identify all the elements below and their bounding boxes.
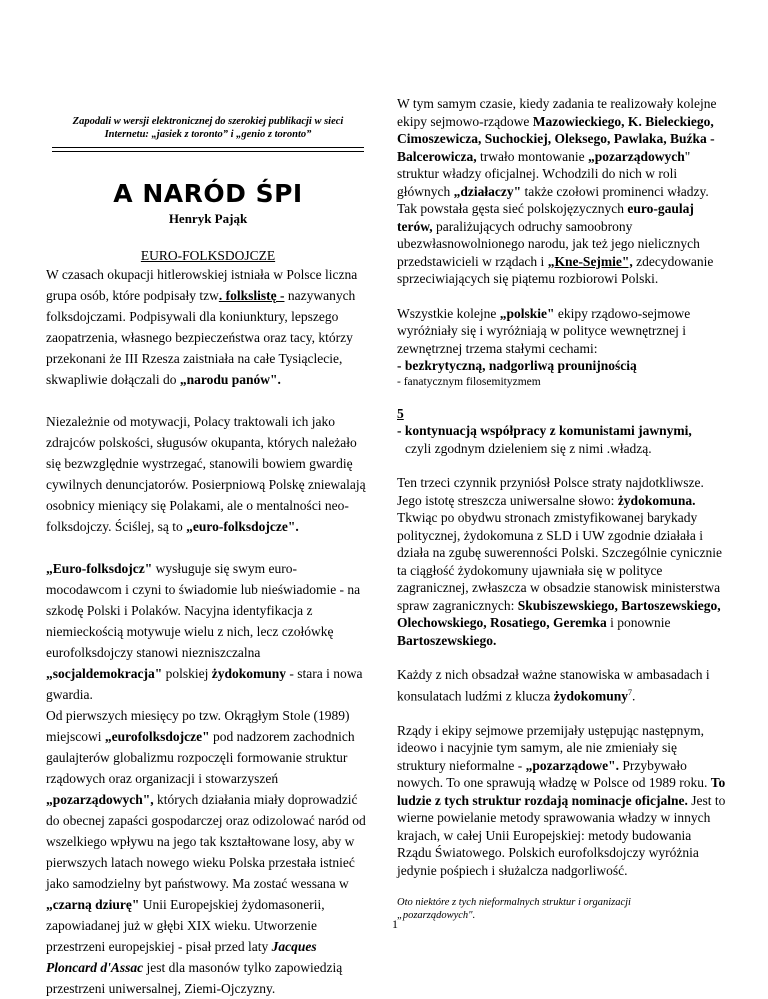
trait-1: - bezkrytyczną, nadgorliwą prounijnością — [397, 358, 637, 373]
trait-2: - fanatycznym filosemityzmem — [397, 375, 541, 388]
closing-note — [397, 896, 727, 922]
right-paragraph-5: Każdy z nich obsadzał ważne stanowiska w ambasadach i konsulatach ludźmi z klucza żydokomuny$^7$. — [397, 667, 710, 703]
closing-note-line-2: „pozarządowych". — [397, 910, 476, 921]
right-paragraph-4: Ten trzeci czynnik przyniósł Polsce straty najdotkliwsze. Jego istotę streszcza uniwersalne słowo: żydokomuna. Tkwiąc po obydwu stronach zmistyfikowanej barykady politycznej, żydokomuna z SLD i UW zgodnie działała i działa na zgubę suwerenności Polski. Szczególnie cynicznie ta ciągłość żydokomuny ujawniała się w polityce zagranicznej, zwłaszcza w obsadzie stanowisk ministerstwa spraw zagranicznych: Skubiszewskiego, Bartoszewskiego, Olechowskiego, Rosatiego, Geremka i ponownie Bartoszewskiego. — [397, 475, 723, 648]
left-paragraph-2: Niezależnie od motywacji, Polacy traktowali ich jako zdrajców polskości, sługusów okupanta, których należało się bezwzględnie wystrzegać, stanowili bowiem gwardię cywilnych denuncjatorów. Posierpniową Polskę zniewalają osobnicy mieniący się Polakami, ale o mentalności neo-folksdojczy. Ściślej, są to „euro-folksdojcze". — [46, 414, 366, 534]
credit-line-2: Internetu: „jasiek z toronto” i „genio z toronto” — [104, 129, 312, 140]
left-paragraph-1: W czasach okupacji hitlerowskiej istniała w Polsce liczna grupa osób, które podpisały tzw. folkslistę - nazywanych folksdojczami. Podpisywali dla koniunktury, lepszego zaopatrzenia, własnego bezpieczeństwa oraz tacy, którzy przekonani że III Rzesza zaistniała na całe Tysiąclecie, skwapliwie dołączali do „narodu panów". — [46, 267, 358, 387]
right-paragraph-6: Rządy i ekipy sejmowe przemijały ustępując następnym, ideowo i nacyjnie tym samym, ale nie zmieniały się struktury nieformalne - „pozarządowe". Przybywało nowych. To one sprawują władzę w Polsce od 1989 roku. To ludzie z tych struktur rozdają nominacje oficjalne. Jest to wierne powielanie metody sprawowania władzy w innych krajach, w całej Unii Europejskiej: metody budowania Rządu Światowego. Polskich eurofolksdojczy wyróżnia jedynie pośpiech i służalcza nadgorliwość. — [397, 722, 726, 878]
trait-3: - kontynuacją współpracy z komunistami jawnymi, — [397, 423, 692, 438]
left-paragraph-4: Od pierwszych miesięcy po tzw. Okrągłym Stole (1989) miejscowi „eurofolksdojcze" pod nadzorem zachodnich gaulajterów globalizmu rozpoczęli formowanie struktur rządowych oraz organizacji i stowarzyszeń „pozarządowych", których działania miały doprowadzić do obecnej zapaści gospodarczej oraz odizolować naród od wszelkiego wpływu na jego tak kształtowane losy, aby w pierwszych latach nowego wieku Polska przestała istnieć jako samodzielny byt państwowy. Ma zostać wessana w „czarną dziurę" Unii Europejskiej żydomasonerii, zapowiadanej już w głębi XIX wieku. Utworzenie przestrzeni europejskiej - pisał przed laty Jacques Ploncard d'Assac jest dla masonów tylko zapowiedzią przestrzeni uniwersalnej, Ziemi-Ojczyzny. — [46, 708, 366, 996]
closing-note-line-1: Oto niektóre z tych nieformalnych struktur i organizacji — [397, 897, 631, 908]
page-title: A NARÓD ŚPI — [113, 179, 303, 208]
right-column — [397, 95, 727, 922]
footnote-ref: 7 — [627, 687, 632, 697]
footnote-marker: 5 — [397, 405, 404, 421]
right-paragraph-1: W tym samym czasie, kiedy zadania te realizowały kolejne ekipy sejmowo-rządowe Mazowieckiego, K. Bieleckiego, Cimoszewicza, Suchockiej, Oleksego, Pawlaka, Buźka - Balcerowicza, trwało montowanie „pozarządowych" struktur władzy oficjalnej. Wchodzili do nich w roli głównych „działaczy" także czołowi prominenci władzy. Tak powstała gęsta sieć polskojęzycznych euro-gaulaj terów, paraliżujących odruchy samoobrony ubezwłasnowolnionego narodu, jak też jego nielicznych przedstawicieli w rządach i „Kne-Sejmie", zdecydowanie sprzeciwiających się piątemu rozbiorowi Polski. — [397, 96, 717, 286]
left-paragraph-3: „Euro-folksdojcz" wysługuje się swym euro-mocodawcom i czyni to świadomie lub nieświadomie - na szkodę Polski i Polaków. Nacyjna identyfikacja z niemieckością motywuje wielu z nich, lecz czołówkę eurofolksdojczy stanowi niezniszczalna „socjaldemokracja" polskiej żydokomuny - stara i nowa gwardia. — [46, 561, 363, 702]
credit-line-1: Zapodali w wersji elektronicznej do szerokiej publikacji w sieci — [72, 116, 344, 127]
left-column — [46, 115, 370, 999]
credit-rule — [52, 147, 364, 152]
section-title: EURO-FOLKSDOJCZE — [140, 248, 276, 263]
trait-3-continued: czyli zgodnym dzieleniem się z nimi .władzą. — [405, 440, 652, 456]
page-number: 1 — [392, 917, 398, 931]
author-name: Henryk Pająk — [168, 211, 248, 226]
right-paragraph-2: Wszystkie kolejne „polskie" ekipy rządowo-sejmowe wyróżniały się i wyróżniają w polityce wewnętrznej i zewnętrznej trzema stałymi cechami: — [397, 305, 691, 356]
credit-note — [46, 115, 370, 141]
